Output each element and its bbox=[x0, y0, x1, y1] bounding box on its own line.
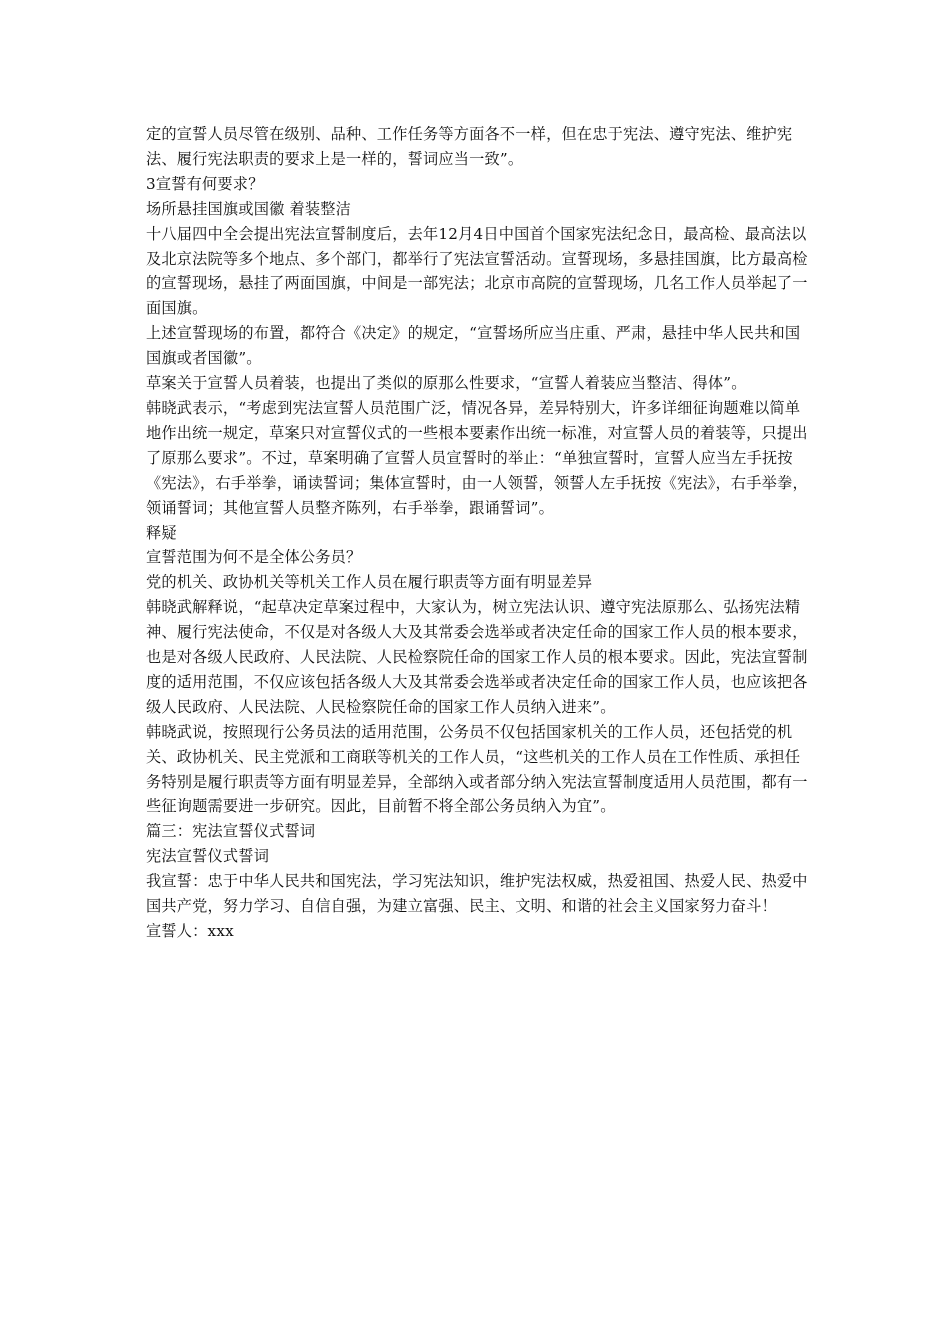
section-heading-oath-requirements: 3宣誓有何要求？ bbox=[146, 174, 264, 193]
section-heading-clarification: 释疑 bbox=[146, 523, 177, 542]
question-heading-civil-servants: 宣誓范围为何不是全体公务员？ bbox=[146, 548, 362, 567]
oath-text: 我宣誓：忠于中华人民共和国宪法，学习宪法知识，维护宪法权威，热爱祖国、热爱人民、热爱中国共产党，努力学习、自信自强，为建立富强、民主、文明、和谐的社会主义国家努力奋斗！ bbox=[146, 872, 808, 916]
paragraph-scope-explanation: 韩晓武解释说，“起草决定草案过程中，大家认为，树立宪法认识、遵守宪法原那么、弘扬宪法精神、履行宪法使命，不仅是对各级人大及其常委会选举或者决定任命的国家工作人员的根本要求，也是对各级人民政府、人民法院、人民检察院任命的国家工作人员的根本要求。因此，宪法宣誓制度的适用范围，不仅应该包括各级人大及其常委会选举或者决定任命的国家工作人员，也应该把各级人民政府、人民法院、人民检察院任命的国家工作人员纳入进来”。 bbox=[146, 598, 808, 716]
paragraph-oath-gestures: 韩晓武表示，“考虑到宪法宣誓人员范围广泛，情况各异，差异特别大，许多详细征询题难以简单地作出统一规定，草案只对宣誓仪式的一些根本要素作出统一标准，对宣誓人员的着装等，只提出了原那么要求”。不过，草案明确了宣誓人员宣誓时的举止：“单独宣誓时，宣誓人应当左手抚按《宪法》，右手举拳，诵读誓词；集体宣誓时，由一人领誓，领誓人左手抚按《宪法》，右手举拳，领诵誓词；其他宣誓人员整齐陈列，右手举拳，跟诵誓词”。 bbox=[146, 398, 808, 517]
paragraph-dress-rules: 草案关于宣誓人员着装，也提出了类似的原那么性要求，“宣誓人着装应当整洁、得体”。 bbox=[146, 374, 747, 393]
paragraph-venue-rules: 上述宣誓现场的布置，都符合《决定》的规定，“宣誓场所应当庄重、严肃，悬挂中华人民共和国国旗或者国徽”。 bbox=[146, 324, 801, 368]
chapter-heading-oath-text: 篇三：宪法宣誓仪式誓词 bbox=[146, 822, 316, 841]
subheading-agency-differences: 党的机关、政协机关等机关工作人员在履行职责等方面有明显差异 bbox=[146, 573, 593, 592]
paragraph-continued-oath-requirement: 定的宣誓人员尽管在级别、品种、工作任务等方面各不一样，但在忠于宪法、遵守宪法、维护宪法、履行宪法职责的要求上是一样的，誓词应当一致”。 bbox=[146, 125, 793, 168]
subheading-flag-and-dress: 场所悬挂国旗或国徽 着装整洁 bbox=[146, 199, 352, 218]
document-body bbox=[146, 122, 808, 944]
oath-title: 宪法宣誓仪式誓词 bbox=[146, 847, 270, 866]
oath-signatory: 宣誓人：xxx bbox=[146, 922, 234, 940]
paragraph-civil-servant-law: 韩晓武说，按照现行公务员法的适用范围，公务员不仅包括国家机关的工作人员，还包括党的机关、政协机关、民主党派和工商联等机关的工作人员，“这些机关的工作人员在工作性质、承担任务特别是履行职责等方面有明显差异，全部纳入或者部分纳入宪法宣誓制度适用人员范围，都有一些征询题需要进一步研究。因此，目前暂不将全部公务员纳入为宜”。 bbox=[146, 722, 808, 816]
paragraph-oath-events: 十八届四中全会提出宪法宣誓制度后，去年12月4日中国首个国家宪法纪念日，最高检、最高法以及北京法院等多个地点、多个部门，都举行了宪法宣誓活动。宣誓现场，多悬挂国旗，比方最高检的宣誓现场，悬挂了两面国旗，中间是一部宪法；北京市高院的宣誓现场，几名工作人员举起了一面国旗。 bbox=[146, 224, 808, 318]
